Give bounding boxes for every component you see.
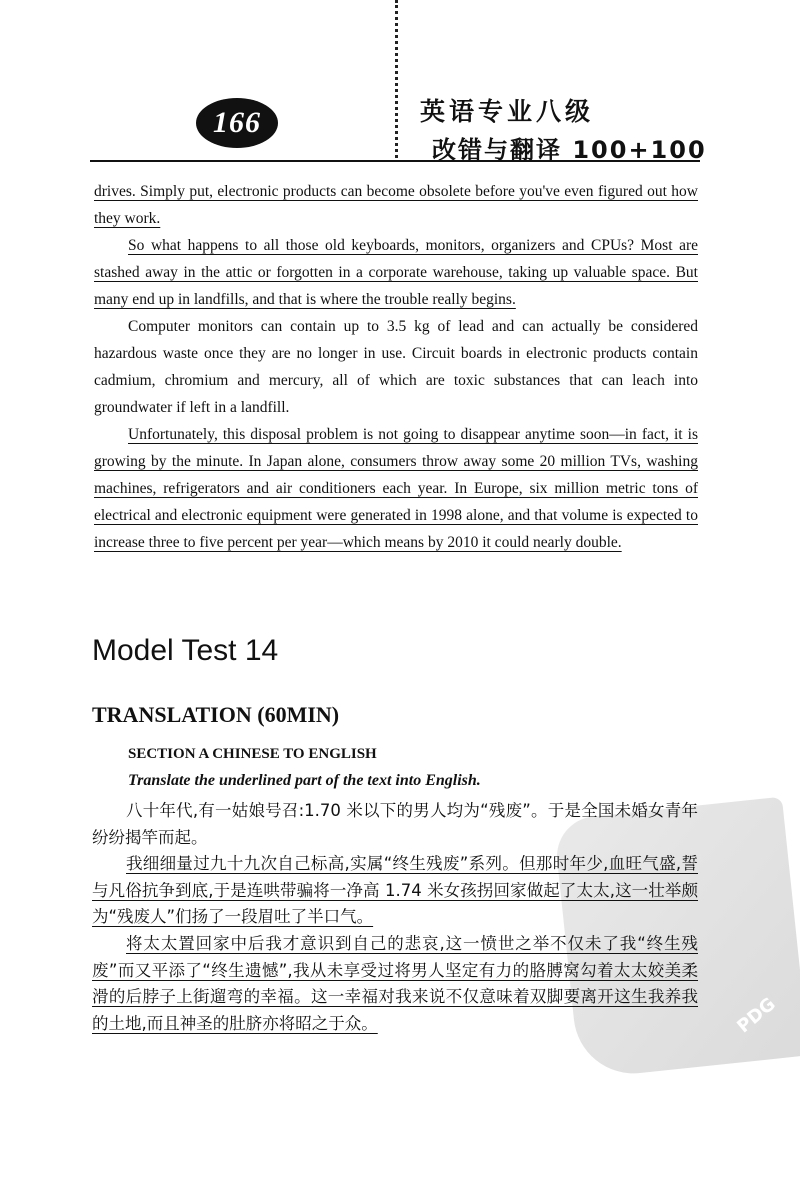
passage-paragraph-2: So what happens to all those old keyboards, monitors, organizers and CPUs? Most are stashed away in the attic or forgotten in a corporate warehouse, taking up valuable space. But many end up in landfills, and that is where the trouble really begins. <box>94 237 698 308</box>
header-rule <box>90 160 700 162</box>
section-a-heading: SECTION A CHINESE TO ENGLISH <box>128 746 377 762</box>
passage-paragraph-4: Unfortunately, this disposal problem is not going to disappear anytime soon—in fact, it is growing by the minute. In Japan alone, consumers throw away some 20 million TVs, washing machines, refrigerators and air conditioners each year. In Europe, six million metric tons of electrical and electronic equipment were generated in 1998 alone, and that volume is expected to increase three to five percent per year—which means by 2010 it could nearly double. <box>94 426 698 551</box>
watermark-text: PDG <box>733 993 780 1038</box>
section-heading: TRANSLATION (60MIN) <box>92 702 340 727</box>
header-dotted-divider <box>395 0 398 158</box>
chinese-paragraph-2: 我细细量过九十九次自己标高,实属“终生残废”系列。但那时年少,血旺气盛,誓与凡俗抗争到底,于是连哄带骗将一净高 1.74 米女孩拐回家做起了太太,这一壮举颇为“残废人”们扬了一段眉吐了半口气。 <box>92 854 698 926</box>
book-title-line2: 改错与翻译 100+100 <box>432 136 707 164</box>
chinese-paragraph-1: 八十年代,有一姑娘号召:1.70 米以下的男人均为“残废”。于是全国未婚女青年纷纷揭竿而起。 <box>92 801 698 847</box>
book-title-line1: 英语专业八级 <box>420 97 595 126</box>
chinese-paragraph-3: 将太太置回家中后我才意识到自己的悲哀,这一愤世之举不仅未了我“终生残废”而又平添了“终生遗憾”,我从未享受过将男人坚定有力的胳膊窝勾着太太姣美柔滑的后脖子上街遛弯的幸福。这一幸福对我来说不仅意味着双脚要离开这生我养我的土地,而且神圣的肚脐亦将昭之于众。 <box>92 934 698 1033</box>
passage-paragraph-3: Computer monitors can contain up to 3.5 kg of lead and can actually be considered hazardous waste once they are no longer in use. Circuit boards in electronic products contain cadmium, chromium and mercury, all of which are toxic substances that can leach into groundwater if left in a landfill. <box>94 318 698 416</box>
passage-paragraph-1: drives. Simply put, electronic products can become obsolete before you've even figured out how they work. <box>94 183 698 227</box>
model-test-heading: Model Test 14 <box>92 634 279 667</box>
instruction-text: Translate the underlined part of the text into English. <box>128 772 481 789</box>
page-number-badge: 166 <box>196 98 278 148</box>
